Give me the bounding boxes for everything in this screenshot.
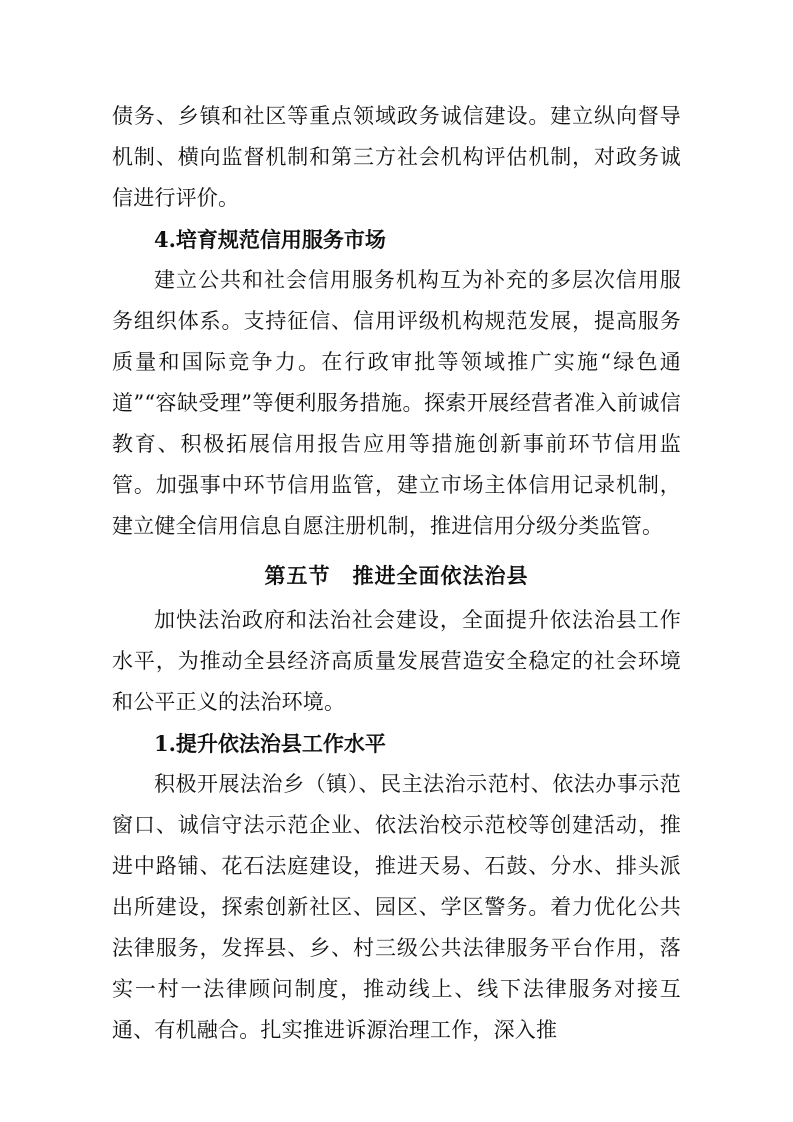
document-body	[112, 96, 681, 1051]
section-spacer	[112, 547, 681, 551]
paragraph-continued: 债务、乡镇和社区等重点领域政务诚信建设。建立纵向督导机制、横向监督机制和第三方社会机构评估机制，对政务诚信进行评价。	[112, 104, 681, 210]
paragraph-legal-services: 积极开展法治乡（镇）、民主法治示范村、依法办事示范窗口、诚信守法示范企业、依法治校示范校等创建活动，推进中路铺、花石法庭建设，推进天易、石鼓、分水、排头派出所建设，探索创新社区、园区、学区警务。着力优化公共法律服务，发挥县、乡、村三级公共法律服务平台作用，落实一村一法律顾问制度，推动线上、线下法律服务对接互通、有机融合。扎实推进诉源治理工作，深入推	[112, 772, 681, 1042]
heading-cultivate-credit-service-market: 4.培育规范信用服务市场	[154, 227, 386, 252]
paragraph-credit-service-system: 建立公共和社会信用服务机构互为补充的多层次信用服务组织体系。支持征信、信用评级机构规范发展，提高服务质量和国际竞争力。在行政审批等领域推广实施“绿色通道”“容缺受理”等便利服务措施。探索开展经营者准入前诚信教育、积极拓展信用报告应用等措施创新事前环节信用监管。加强事中环节信用监管，建立市场主体信用记录机制，建立健全信用信息自愿注册机制，推进信用分级分类监管。	[112, 268, 681, 538]
section-title-rule-of-law: 第五节 推进全面依法治县	[264, 563, 529, 588]
heading-improve-rule-of-law-level: 1.提升依法治县工作水平	[154, 731, 386, 756]
paragraph-rule-of-law-intro: 加快法治政府和法治社会建设，全面提升依法治县工作水平，为推动全县经济高质量发展营造安全稳定的社会环境和公平正义的法治环境。	[112, 608, 681, 714]
